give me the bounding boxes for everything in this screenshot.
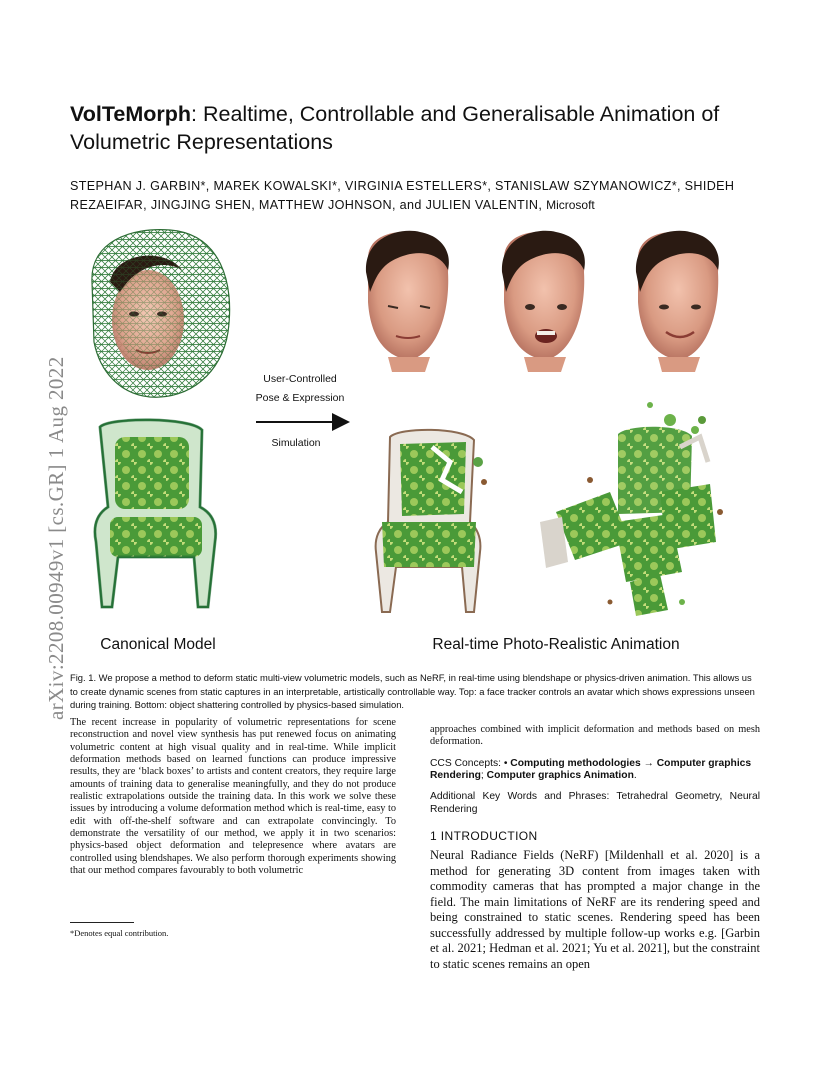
- ccs-prefix: CCS Concepts: •: [430, 757, 511, 769]
- canonical-head-mesh: [92, 230, 230, 398]
- ccs-concepts: [430, 758, 760, 783]
- animated-head-2: [502, 231, 585, 372]
- ccs-concept-3: Computer graphics Animation: [486, 770, 634, 782]
- footnote: *Denotes equal contribution.: [70, 928, 169, 938]
- teaser-illustration: [70, 222, 760, 662]
- shattered-chair: [540, 402, 723, 616]
- introduction-text: Neural Radiance Fields (NeRF) [Mildenhall et al. 2020] is a method for generating 3D content from images taken with commodity cameras that has prompted a major change in the field. The main limitations of NeRF are its rendering speed and being constrained to static scenes. Rendering speed has been successfully addressed by multiple follow-up works e.g. [Garbin et al. 2021; Hedman et al. 2021; Yu et al. 2021], but the constraint to static scenes remains an open: [430, 848, 760, 971]
- canonical-chair: [95, 420, 216, 607]
- animated-head-1: [366, 231, 449, 372]
- ccs-concept-2: Rendering: [430, 770, 481, 782]
- ccs-concept-1: Computing methodologies → Computer graphics: [510, 757, 752, 769]
- right-column: [430, 724, 760, 972]
- ccs-separator: ;: [480, 770, 487, 782]
- footnote-rule: [70, 922, 134, 923]
- animated-chair-deformed: [376, 430, 487, 612]
- arxiv-stamp: arXiv:2208.00949v1 [cs.GR] 1 Aug 2022: [44, 356, 68, 720]
- author-list: [70, 177, 770, 215]
- title-method-name: VolTeMorph: [70, 102, 192, 126]
- animated-head-3: [636, 231, 719, 372]
- arrow-label-top-1: User-Controlled: [263, 373, 337, 385]
- arrow: [256, 413, 350, 431]
- abstract: The recent increase in popularity of volumetric representations for scene reconstruction and novel view synthesis has put renewed focus on animating volumetric content at high visual quality and in real-time. While implicit deformation methods based on learned functions can produce impressive results, they are ‘black boxes’ to artists and content creators, they require large amounts of training data to generalise meaningfully, and they do not produce realistic extrapolations outside the training data. In this work we solve these issues by introducing a volume deformation method which is real-time, easy to edit with off-the-shelf software and can extrapolate convincingly. To demonstrate the versatility of our method, we apply it in two scenarios: physics-based object deformation and telepresence where avatars are controlled using blendshapes. We also perform thorough experiments showing that our method compares favourably to both volumetric: [70, 717, 396, 877]
- label-realtime: Real-time Photo-Realistic Animation: [432, 636, 680, 653]
- ccs-end: .: [633, 770, 637, 782]
- arrow-label-bottom: Simulation: [271, 437, 321, 449]
- teaser-figure: [70, 222, 760, 662]
- arrow-label-top-2: Pose & Expression: [255, 392, 345, 404]
- paper-title: [70, 100, 770, 156]
- title-rest: : Realtime, Controllable and Generalisable Animation of Volumetric Representations: [70, 102, 720, 154]
- section-heading-introduction: 1 INTRODUCTION: [430, 829, 538, 844]
- label-canonical: Canonical Model: [100, 636, 216, 653]
- abstract-continued: approaches combined with implicit deformation and methods based on mesh deformation.: [430, 724, 760, 748]
- author-names: STEPHAN J. GARBIN*, MAREK KOWALSKI*, VIRGINIA ESTELLERS*, STANISLAW SZYMANOWICZ*, SHIDEH REZAEIFAR, JINGJING SHEN, MATTHEW JOHNSON, and JULIEN VALENTIN,: [70, 179, 735, 212]
- affiliation: Microsoft: [546, 198, 595, 212]
- figure-caption: Fig. 1. We propose a method to deform static multi-view volumetric models, such as NeRF, in real-time using blendshape or physics-driven animation. This allows us to create dynamic scenes from static captures in an interpretable, artistically controllable way. Top: a face tracker controls an avatar which shows expressions unseen during training. Bottom: object shattering controlled by physics-based simulation.: [70, 672, 755, 711]
- keywords: Additional Key Words and Phrases: Tetrahedral Geometry, Neural Rendering: [430, 791, 760, 815]
